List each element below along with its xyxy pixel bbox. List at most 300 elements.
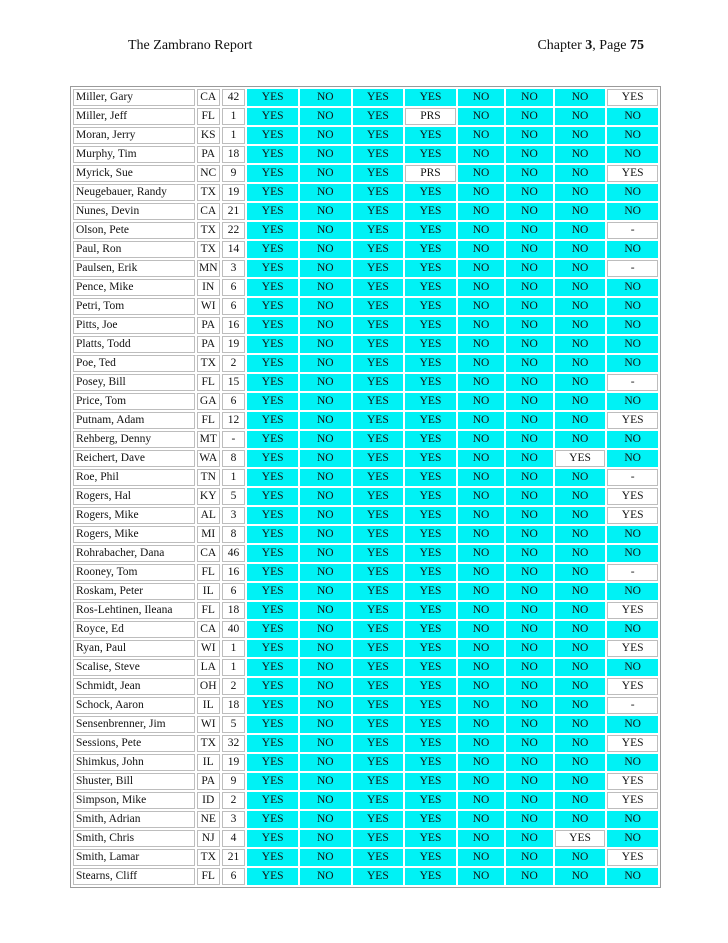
state-cell: KS — [197, 127, 220, 144]
vote-6-cell: NO — [506, 640, 552, 657]
vote-7-cell: NO — [555, 507, 606, 524]
member-name-cell: Myrick, Sue — [73, 165, 195, 182]
vote-table-body — [73, 89, 658, 885]
state-cell: WI — [197, 716, 220, 733]
table-row — [73, 374, 658, 391]
vote-1-cell: YES — [247, 165, 298, 182]
vote-3-cell: YES — [353, 165, 404, 182]
vote-3-cell: YES — [353, 184, 404, 201]
state-cell: PA — [197, 146, 220, 163]
vote-2-cell: NO — [300, 868, 351, 885]
member-name-cell: Shimkus, John — [73, 754, 195, 771]
vote-4-cell: YES — [405, 545, 456, 562]
vote-6-cell: NO — [506, 792, 552, 809]
district-cell: 6 — [222, 583, 246, 600]
vote-8-cell: - — [607, 469, 658, 486]
vote-2-cell: NO — [300, 469, 351, 486]
vote-8-cell: NO — [607, 830, 658, 847]
table-row — [73, 203, 658, 220]
vote-2-cell: NO — [300, 108, 351, 125]
vote-1-cell: YES — [247, 184, 298, 201]
vote-1-cell: YES — [247, 621, 298, 638]
vote-7-cell: NO — [555, 792, 606, 809]
vote-4-cell: PRS — [405, 108, 456, 125]
vote-1-cell: YES — [247, 89, 298, 106]
vote-4-cell: YES — [405, 450, 456, 467]
vote-8-cell: YES — [607, 507, 658, 524]
vote-8-cell: YES — [607, 165, 658, 182]
district-cell: 2 — [222, 355, 246, 372]
member-name-cell: Posey, Bill — [73, 374, 195, 391]
vote-8-cell: - — [607, 260, 658, 277]
vote-1-cell: YES — [247, 355, 298, 372]
member-name-cell: Roe, Phil — [73, 469, 195, 486]
vote-1-cell: YES — [247, 203, 298, 220]
vote-5-cell: NO — [458, 773, 504, 790]
member-name-cell: Rogers, Mike — [73, 526, 195, 543]
vote-7-cell: NO — [555, 412, 606, 429]
vote-8-cell: NO — [607, 298, 658, 315]
table-row — [73, 89, 658, 106]
vote-6-cell: NO — [506, 355, 552, 372]
state-cell: FL — [197, 602, 220, 619]
vote-1-cell: YES — [247, 697, 298, 714]
vote-4-cell: YES — [405, 830, 456, 847]
vote-2-cell: NO — [300, 184, 351, 201]
vote-3-cell: YES — [353, 659, 404, 676]
district-cell: 8 — [222, 450, 246, 467]
vote-8-cell: - — [607, 374, 658, 391]
vote-2-cell: NO — [300, 602, 351, 619]
vote-5-cell: NO — [458, 412, 504, 429]
vote-6-cell: NO — [506, 241, 552, 258]
vote-8-cell: NO — [607, 184, 658, 201]
vote-7-cell: NO — [555, 355, 606, 372]
vote-8-cell: NO — [607, 241, 658, 258]
vote-4-cell: YES — [405, 279, 456, 296]
state-cell: FL — [197, 868, 220, 885]
district-cell: 1 — [222, 127, 246, 144]
vote-4-cell: YES — [405, 697, 456, 714]
vote-5-cell: NO — [458, 621, 504, 638]
district-cell: 5 — [222, 716, 246, 733]
vote-7-cell: NO — [555, 735, 606, 752]
vote-5-cell: NO — [458, 279, 504, 296]
vote-4-cell: YES — [405, 412, 456, 429]
vote-2-cell: NO — [300, 89, 351, 106]
table-row — [73, 260, 658, 277]
vote-7-cell: NO — [555, 241, 606, 258]
vote-8-cell: NO — [607, 450, 658, 467]
state-cell: IL — [197, 754, 220, 771]
vote-6-cell: NO — [506, 412, 552, 429]
vote-2-cell: NO — [300, 222, 351, 239]
vote-6-cell: NO — [506, 659, 552, 676]
vote-1-cell: YES — [247, 469, 298, 486]
vote-3-cell: YES — [353, 222, 404, 239]
vote-7-cell: NO — [555, 146, 606, 163]
district-cell: 1 — [222, 640, 246, 657]
vote-4-cell: YES — [405, 526, 456, 543]
member-name-cell: Sessions, Pete — [73, 735, 195, 752]
vote-2-cell: NO — [300, 659, 351, 676]
vote-2-cell: NO — [300, 412, 351, 429]
member-name-cell: Rehberg, Denny — [73, 431, 195, 448]
vote-2-cell: NO — [300, 336, 351, 353]
vote-8-cell: - — [607, 564, 658, 581]
vote-3-cell: YES — [353, 697, 404, 714]
vote-5-cell: NO — [458, 222, 504, 239]
member-name-cell: Scalise, Steve — [73, 659, 195, 676]
vote-1-cell: YES — [247, 773, 298, 790]
vote-7-cell: NO — [555, 374, 606, 391]
vote-1-cell: YES — [247, 260, 298, 277]
member-name-cell: Simpson, Mike — [73, 792, 195, 809]
vote-4-cell: YES — [405, 355, 456, 372]
vote-6-cell: NO — [506, 89, 552, 106]
vote-4-cell: YES — [405, 773, 456, 790]
vote-2-cell: NO — [300, 374, 351, 391]
vote-6-cell: NO — [506, 469, 552, 486]
table-row — [73, 184, 658, 201]
vote-5-cell: NO — [458, 488, 504, 505]
member-name-cell: Smith, Adrian — [73, 811, 195, 828]
member-name-cell: Sensenbrenner, Jim — [73, 716, 195, 733]
table-row — [73, 811, 658, 828]
vote-5-cell: NO — [458, 678, 504, 695]
vote-3-cell: YES — [353, 678, 404, 695]
vote-8-cell: NO — [607, 811, 658, 828]
state-cell: TX — [197, 184, 220, 201]
vote-8-cell: NO — [607, 754, 658, 771]
district-cell: 3 — [222, 507, 246, 524]
vote-3-cell: YES — [353, 640, 404, 657]
vote-6-cell: NO — [506, 678, 552, 695]
state-cell: NC — [197, 165, 220, 182]
header-rule — [128, 38, 644, 58]
vote-8-cell: NO — [607, 127, 658, 144]
vote-7-cell: NO — [555, 659, 606, 676]
district-cell: - — [222, 431, 246, 448]
vote-2-cell: NO — [300, 526, 351, 543]
vote-6-cell: NO — [506, 507, 552, 524]
vote-6-cell: NO — [506, 127, 552, 144]
state-cell: CA — [197, 203, 220, 220]
vote-3-cell: YES — [353, 602, 404, 619]
member-name-cell: Neugebauer, Randy — [73, 184, 195, 201]
table-row — [73, 222, 658, 239]
state-cell: PA — [197, 317, 220, 334]
vote-1-cell: YES — [247, 431, 298, 448]
vote-4-cell: PRS — [405, 165, 456, 182]
vote-8-cell: YES — [607, 602, 658, 619]
vote-2-cell: NO — [300, 146, 351, 163]
vote-3-cell: YES — [353, 317, 404, 334]
vote-2-cell: NO — [300, 849, 351, 866]
state-cell: TX — [197, 241, 220, 258]
vote-2-cell: NO — [300, 165, 351, 182]
vote-7-cell: NO — [555, 754, 606, 771]
vote-5-cell: NO — [458, 602, 504, 619]
district-cell: 2 — [222, 792, 246, 809]
vote-2-cell: NO — [300, 507, 351, 524]
vote-6-cell: NO — [506, 602, 552, 619]
vote-5-cell: NO — [458, 564, 504, 581]
state-cell: WA — [197, 450, 220, 467]
member-name-cell: Petri, Tom — [73, 298, 195, 315]
vote-1-cell: YES — [247, 754, 298, 771]
vote-1-cell: YES — [247, 393, 298, 410]
table-row — [73, 336, 658, 353]
vote-3-cell: YES — [353, 146, 404, 163]
vote-2-cell: NO — [300, 431, 351, 448]
vote-5-cell: NO — [458, 374, 504, 391]
vote-2-cell: NO — [300, 830, 351, 847]
state-cell: TX — [197, 735, 220, 752]
vote-3-cell: YES — [353, 564, 404, 581]
district-cell: 3 — [222, 260, 246, 277]
vote-4-cell: YES — [405, 640, 456, 657]
vote-7-cell: NO — [555, 488, 606, 505]
table-row — [73, 830, 658, 847]
member-name-cell: Rooney, Tom — [73, 564, 195, 581]
state-cell: IL — [197, 583, 220, 600]
vote-3-cell: YES — [353, 298, 404, 315]
vote-2-cell: NO — [300, 355, 351, 372]
state-cell: TX — [197, 222, 220, 239]
state-cell: MI — [197, 526, 220, 543]
district-cell: 3 — [222, 811, 246, 828]
vote-1-cell: YES — [247, 602, 298, 619]
vote-8-cell: NO — [607, 108, 658, 125]
district-cell: 5 — [222, 488, 246, 505]
member-name-cell: Murphy, Tim — [73, 146, 195, 163]
vote-3-cell: YES — [353, 716, 404, 733]
vote-1-cell: YES — [247, 279, 298, 296]
vote-3-cell: YES — [353, 830, 404, 847]
vote-6-cell: NO — [506, 830, 552, 847]
vote-2-cell: NO — [300, 792, 351, 809]
member-name-cell: Price, Tom — [73, 393, 195, 410]
vote-7-cell: NO — [555, 89, 606, 106]
vote-4-cell: YES — [405, 792, 456, 809]
vote-8-cell: NO — [607, 716, 658, 733]
district-cell: 2 — [222, 678, 246, 695]
state-cell: PA — [197, 773, 220, 790]
vote-3-cell: YES — [353, 127, 404, 144]
vote-5-cell: NO — [458, 127, 504, 144]
member-name-cell: Paul, Ron — [73, 241, 195, 258]
vote-6-cell: NO — [506, 260, 552, 277]
vote-5-cell: NO — [458, 146, 504, 163]
vote-1-cell: YES — [247, 678, 298, 695]
vote-8-cell: YES — [607, 849, 658, 866]
table-row — [73, 526, 658, 543]
member-name-cell: Shuster, Bill — [73, 773, 195, 790]
vote-3-cell: YES — [353, 773, 404, 790]
vote-5-cell: NO — [458, 336, 504, 353]
vote-7-cell: NO — [555, 526, 606, 543]
vote-1-cell: YES — [247, 317, 298, 334]
vote-3-cell: YES — [353, 89, 404, 106]
vote-7-cell: NO — [555, 564, 606, 581]
vote-4-cell: YES — [405, 184, 456, 201]
state-cell: FL — [197, 374, 220, 391]
table-row — [73, 678, 658, 695]
vote-6-cell: NO — [506, 336, 552, 353]
vote-6-cell: NO — [506, 564, 552, 581]
state-cell: LA — [197, 659, 220, 676]
vote-3-cell: YES — [353, 621, 404, 638]
state-cell: ID — [197, 792, 220, 809]
vote-3-cell: YES — [353, 412, 404, 429]
vote-6-cell: NO — [506, 621, 552, 638]
vote-7-cell: NO — [555, 203, 606, 220]
state-cell: CA — [197, 545, 220, 562]
vote-2-cell: NO — [300, 260, 351, 277]
table-row — [73, 507, 658, 524]
state-cell: IN — [197, 279, 220, 296]
vote-7-cell: NO — [555, 811, 606, 828]
vote-6-cell: NO — [506, 716, 552, 733]
vote-8-cell: NO — [607, 621, 658, 638]
vote-8-cell: NO — [607, 431, 658, 448]
district-cell: 6 — [222, 393, 246, 410]
vote-7-cell: NO — [555, 583, 606, 600]
state-cell: IL — [197, 697, 220, 714]
vote-4-cell: YES — [405, 89, 456, 106]
vote-4-cell: YES — [405, 203, 456, 220]
vote-8-cell: NO — [607, 355, 658, 372]
vote-2-cell: NO — [300, 640, 351, 657]
district-cell: 32 — [222, 735, 246, 752]
vote-5-cell: NO — [458, 659, 504, 676]
member-name-cell: Ros-Lehtinen, Ileana — [73, 602, 195, 619]
vote-2-cell: NO — [300, 488, 351, 505]
state-cell: MT — [197, 431, 220, 448]
vote-5-cell: NO — [458, 754, 504, 771]
table-row — [73, 583, 658, 600]
state-cell: WI — [197, 640, 220, 657]
district-cell: 9 — [222, 773, 246, 790]
vote-8-cell: NO — [607, 583, 658, 600]
member-name-cell: Poe, Ted — [73, 355, 195, 372]
vote-4-cell: YES — [405, 735, 456, 752]
state-cell: FL — [197, 108, 220, 125]
vote-6-cell: NO — [506, 583, 552, 600]
member-name-cell: Reichert, Dave — [73, 450, 195, 467]
table-row — [73, 754, 658, 771]
vote-8-cell: YES — [607, 488, 658, 505]
vote-7-cell: NO — [555, 697, 606, 714]
member-name-cell: Schmidt, Jean — [73, 678, 195, 695]
vote-8-cell: NO — [607, 336, 658, 353]
vote-8-cell: YES — [607, 792, 658, 809]
vote-7-cell: NO — [555, 222, 606, 239]
vote-1-cell: YES — [247, 716, 298, 733]
vote-8-cell: YES — [607, 412, 658, 429]
table-row — [73, 298, 658, 315]
district-cell: 6 — [222, 868, 246, 885]
vote-6-cell: NO — [506, 868, 552, 885]
vote-5-cell: NO — [458, 792, 504, 809]
vote-5-cell: NO — [458, 89, 504, 106]
vote-2-cell: NO — [300, 317, 351, 334]
vote-4-cell: YES — [405, 754, 456, 771]
vote-4-cell: YES — [405, 488, 456, 505]
vote-8-cell: YES — [607, 735, 658, 752]
vote-8-cell: NO — [607, 659, 658, 676]
vote-1-cell: YES — [247, 849, 298, 866]
vote-1-cell: YES — [247, 792, 298, 809]
vote-6-cell: NO — [506, 203, 552, 220]
vote-1-cell: YES — [247, 659, 298, 676]
state-cell: FL — [197, 564, 220, 581]
vote-6-cell: NO — [506, 849, 552, 866]
vote-8-cell: - — [607, 697, 658, 714]
vote-7-cell: NO — [555, 545, 606, 562]
vote-8-cell: YES — [607, 773, 658, 790]
vote-6-cell: NO — [506, 222, 552, 239]
vote-7-cell: NO — [555, 621, 606, 638]
vote-1-cell: YES — [247, 374, 298, 391]
district-cell: 6 — [222, 279, 246, 296]
member-name-cell: Royce, Ed — [73, 621, 195, 638]
vote-4-cell: YES — [405, 564, 456, 581]
vote-3-cell: YES — [353, 355, 404, 372]
vote-5-cell: NO — [458, 735, 504, 752]
table-row — [73, 564, 658, 581]
vote-2-cell: NO — [300, 450, 351, 467]
page-number: 75 — [630, 38, 644, 53]
vote-5-cell: NO — [458, 849, 504, 866]
vote-6-cell: NO — [506, 450, 552, 467]
vote-4-cell: YES — [405, 716, 456, 733]
vote-3-cell: YES — [353, 488, 404, 505]
district-cell: 12 — [222, 412, 246, 429]
table-row — [73, 450, 658, 467]
vote-2-cell: NO — [300, 564, 351, 581]
vote-2-cell: NO — [300, 716, 351, 733]
vote-1-cell: YES — [247, 222, 298, 239]
vote-8-cell: YES — [607, 640, 658, 657]
vote-8-cell: NO — [607, 393, 658, 410]
chapter-number: 3 — [585, 38, 593, 53]
vote-4-cell: YES — [405, 849, 456, 866]
vote-4-cell: YES — [405, 602, 456, 619]
member-name-cell: Platts, Todd — [73, 336, 195, 353]
vote-8-cell: NO — [607, 203, 658, 220]
member-name-cell: Smith, Lamar — [73, 849, 195, 866]
vote-5-cell: NO — [458, 811, 504, 828]
vote-4-cell: YES — [405, 298, 456, 315]
vote-3-cell: YES — [353, 792, 404, 809]
vote-6-cell: NO — [506, 146, 552, 163]
vote-3-cell: YES — [353, 450, 404, 467]
vote-6-cell: NO — [506, 697, 552, 714]
table-row — [73, 716, 658, 733]
district-cell: 18 — [222, 697, 246, 714]
vote-4-cell: YES — [405, 241, 456, 258]
vote-5-cell: NO — [458, 526, 504, 543]
district-cell: 22 — [222, 222, 246, 239]
vote-8-cell: NO — [607, 545, 658, 562]
member-name-cell: Pitts, Joe — [73, 317, 195, 334]
vote-3-cell: YES — [353, 241, 404, 258]
table-row — [73, 488, 658, 505]
member-name-cell: Olson, Pete — [73, 222, 195, 239]
member-name-cell: Rogers, Mike — [73, 507, 195, 524]
